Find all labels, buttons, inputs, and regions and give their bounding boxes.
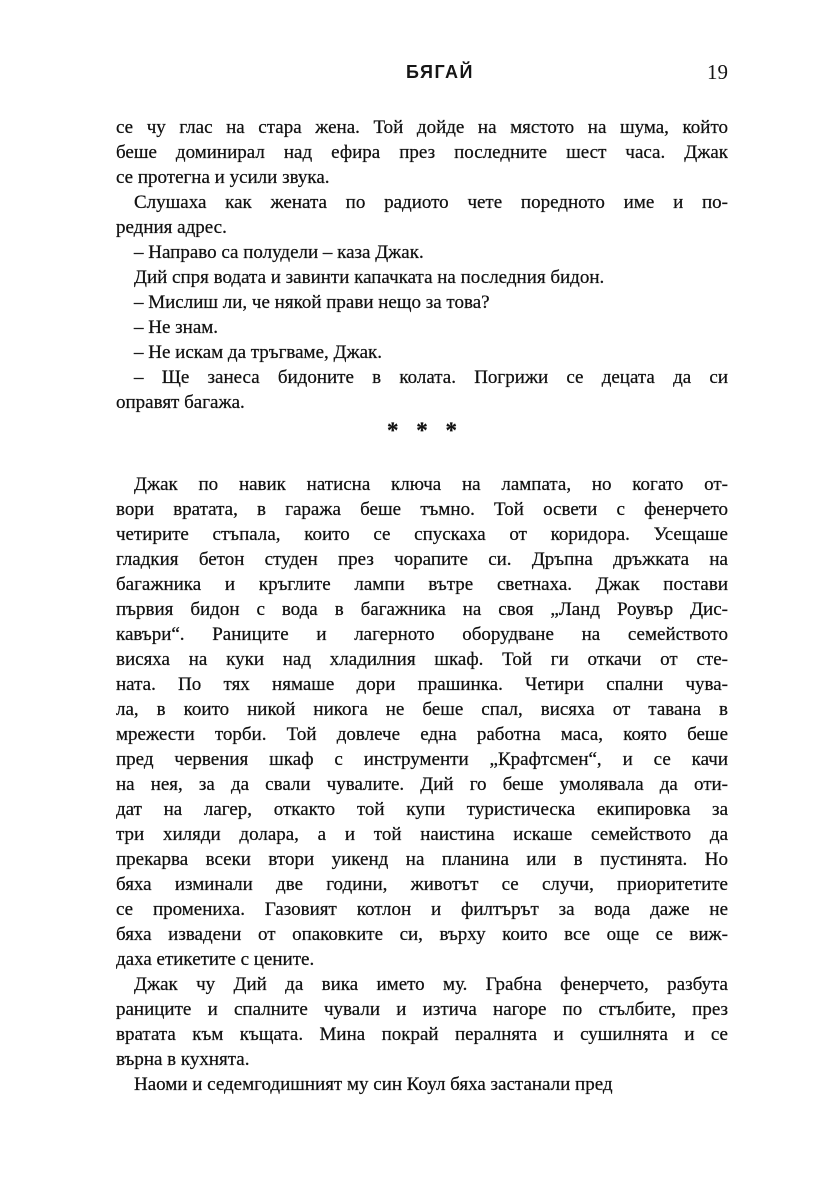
page-number: 19 (707, 60, 728, 84)
text-line: четирите стъпала, които се спускаха от коридора. Усещаше (116, 524, 728, 545)
text-line: мрежести торби. Той довлече една работна маса, която беше (116, 724, 728, 745)
text-line: – Мислиш ли, че някой прави нещо за това? (134, 292, 490, 313)
text-line: – Ще занеса бидоните в колата. Погрижи се децата да си (134, 367, 728, 388)
text-line: дат на лагер, откакто той купи туристическа екипировка за (116, 799, 728, 820)
text-line: – Не знам. (134, 317, 219, 338)
text-line: – Не искам да тръгваме, Джак. (134, 342, 383, 363)
text-line: се промениха. Газовият котлон и филтърът за вода даже не (116, 899, 728, 920)
text-line: ната. По тях нямаше дори прашинка. Четири спални чува- (116, 674, 728, 695)
text-line: върна в кухнята. (116, 1049, 250, 1070)
text-line: – Направо са полудели – каза Джак. (134, 242, 424, 263)
running-title: БЯГАЙ (406, 62, 474, 82)
text-line: вратата към къщата. Мина покрай пералнята и сушилнята и се (116, 1024, 728, 1045)
text-line: кавъри“. Раниците и лагерното оборудване на семейството (116, 624, 728, 645)
text-line: три хиляди долара, а и той наистина искаше семейството да (116, 824, 728, 845)
text-line: ла, в които никой никога не беше спал, висяха от тавана в (116, 699, 728, 720)
text-line: първия бидон с вода в багажника на своя „Ланд Роувър Дис- (116, 599, 728, 620)
text-line: вори вратата, в гаража беше тъмно. Той освети с фенерчето (116, 499, 728, 520)
text-line: оправят багажа. (116, 392, 245, 413)
text-line: гладкия бетон студен през чорапите си. Дръпна дръжката на (116, 549, 728, 570)
text-line: на нея, за да свали чувалите. Дий го беше умолявала да оти- (116, 774, 728, 795)
text-line: пред червения шкаф с инструменти „Крафтсмен“, и се качи (116, 749, 728, 770)
text-line: Джак чу Дий да вика името му. Грабна фенерчето, разбута (134, 974, 728, 995)
text-line: даха етикетите с цените. (116, 949, 315, 970)
text-line: Джак по навик натисна ключа на лампата, но когато от- (134, 474, 728, 495)
text-line: Наоми и седемгодишният му син Коул бяха застанали пред (134, 1074, 613, 1095)
text-line: Слушаха как жената по радиото чете поредното име и по- (134, 192, 728, 213)
text-line: висяха на куки над хладилния шкаф. Той ги откачи от сте- (116, 649, 728, 670)
text-line: редния адрес. (116, 217, 227, 238)
text-line: прекарва всеки втори уикенд на планина или в пустинята. Но (116, 849, 728, 870)
text-line: се протегна и усили звука. (116, 167, 330, 188)
text-column (116, 115, 728, 1097)
text-line: бяха извадени от опаковките си, върху които все още се виж- (116, 924, 728, 945)
text-line: бяха изминали две години, животът се случи, приоритетите (116, 874, 728, 895)
running-header (116, 60, 728, 84)
section-separator: * * * (387, 418, 457, 443)
text-line: се чу глас на стара жена. Той дойде на мястото на шума, който (116, 117, 728, 138)
text-line: раниците и спалните чували и изтича нагоре по стълбите, през (116, 999, 728, 1020)
text-line: багажника и кръглите лампи вътре светнаха. Джак постави (116, 574, 728, 595)
text-line: беше доминирал над ефира през последните шест часа. Джак (116, 142, 728, 163)
text-line: Дий спря водата и завинти капачката на последния бидон. (134, 267, 605, 288)
